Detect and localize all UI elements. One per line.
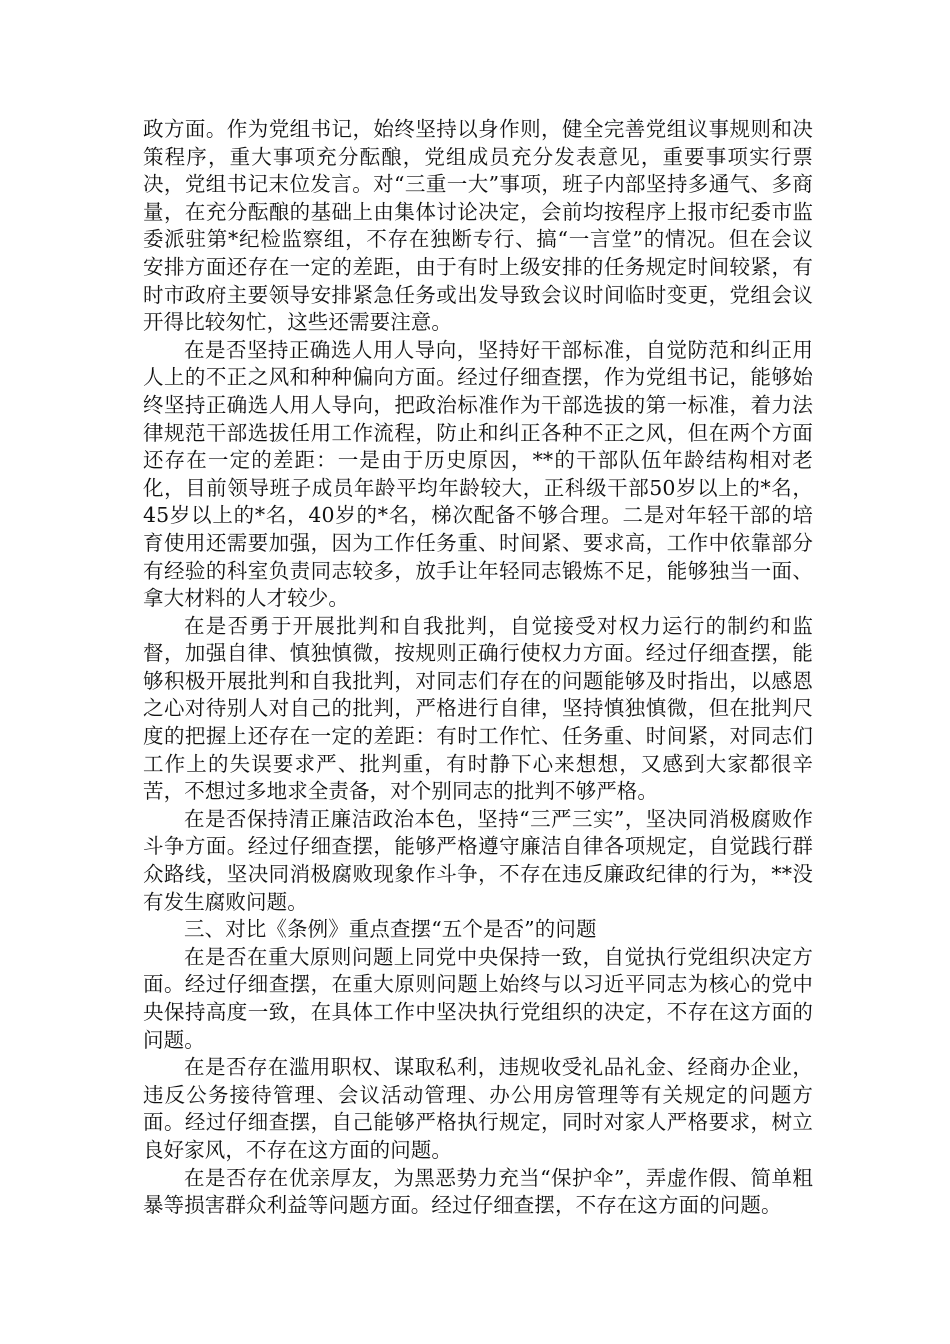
paragraph-favoritism: 在是否存在优亲厚友，为黑恶势力充当“保护伞”，弄虚作假、简单粗暴等损害群众利益等问题方面。经过仔细查摆，不存在这方面的问题。 (143, 1165, 813, 1218)
document-body (143, 116, 813, 1220)
paragraph-integrity: 在是否保持清正廉洁政治本色，坚持“三严三实”，坚决同消极腐败作斗争方面。经过仔细查摆，能够严格遵守廉洁自律各项规定，自觉践行群众路线，坚决同消极腐败现象作斗争，不存在违反廉政纪律的行为，**没有发生腐败问题。 (143, 806, 813, 914)
paragraph-abuse-of-power: 在是否存在滥用职权、谋取私利，违规收受礼品礼金、经商办企业，违反公务接待管理、会议活动管理、办公用房管理等有关规定的问题方面。经过仔细查摆，自己能够严格执行规定，同时对家人严格要求，树立良好家风，不存在这方面的问题。 (143, 1055, 813, 1162)
paragraph-personnel-selection: 在是否坚持正确选人用人导向，坚持好干部标准，自觉防范和纠正用人上的不正之风和种种偏向方面。经过仔细查摆，作为党组书记，能够始终坚持正确选人用人导向，把政治标准作为干部选拔的第一标准，着力法律规范干部选拔任用工作流程，防止和纠正各种不正之风，但在两个方面还存在一定的差距：一是由于历史原因，**的干部队伍年龄结构相对老化，目前领导班子成员年龄平均年龄较大，正科级干部50岁以上的*名，45岁以上的*名，40岁的*名，梯次配备不够合理。二是对年轻干部的培育使用还需要加强，因为工作任务重、时间紧、要求高，工作中依靠部分有经验的科室负责同志较多，放手让年轻同志锻炼不足，能够独当一面、拿大材料的人才较少。 (143, 337, 813, 611)
paragraph-criticism-self-criticism: 在是否勇于开展批判和自我批判，自觉接受对权力运行的制约和监督，加强自律、慎独慎微，按规则正确行使权力方面。经过仔细查摆，能够积极开展批判和自我批判，对同志们存在的问题能够及时指出，以感恩之心对待别人对自己的批判，严格进行自律，坚持慎独慎微，但在批判尺度的把握上还存在一定的差距：有时工作忙、任务重、时间紧，对同志们工作上的失误要求严、批判重，有时静下心来想想，又感到大家都很辛苦，不想过多地求全责备，对个别同志的批判不够严格。 (143, 613, 813, 804)
paragraph-decision-rules: 政方面。作为党组书记，始终坚持以身作则，健全完善党组议事规则和决策程序，重大事项充分酝酿，党组成员充分发表意见，重要事项实行票决，党组书记末位发言。对“三重一大”事项，班子内部坚持多通气、多商量，在充分酝酿的基础上由集体讨论决定，会前均按程序上报市纪委市监委派驻第*纪检监察组，不存在独断专行、搞“一言堂”的情况。但在会议安排方面还存在一定的差距，由于有时上级安排的任务规定时间较紧，有时市政府主要领导安排紧急任务或出发导致会议时间临时变更，党组会议开得比较匆忙，这些还需要注意。 (143, 117, 813, 335)
section-heading-five-checks: 三、对比《条例》重点查摆“五个是否”的问题 (184, 917, 597, 942)
paragraph-party-alignment: 在是否在重大原则问题上同党中央保持一致，自觉执行党组织决定方面。经过仔细查摆，在重大原则问题上始终与以习近平同志为核心的党中央保持高度一致，在具体工作中坚决执行党组织的决定，不存在这方面的问题。 (143, 944, 813, 1052)
